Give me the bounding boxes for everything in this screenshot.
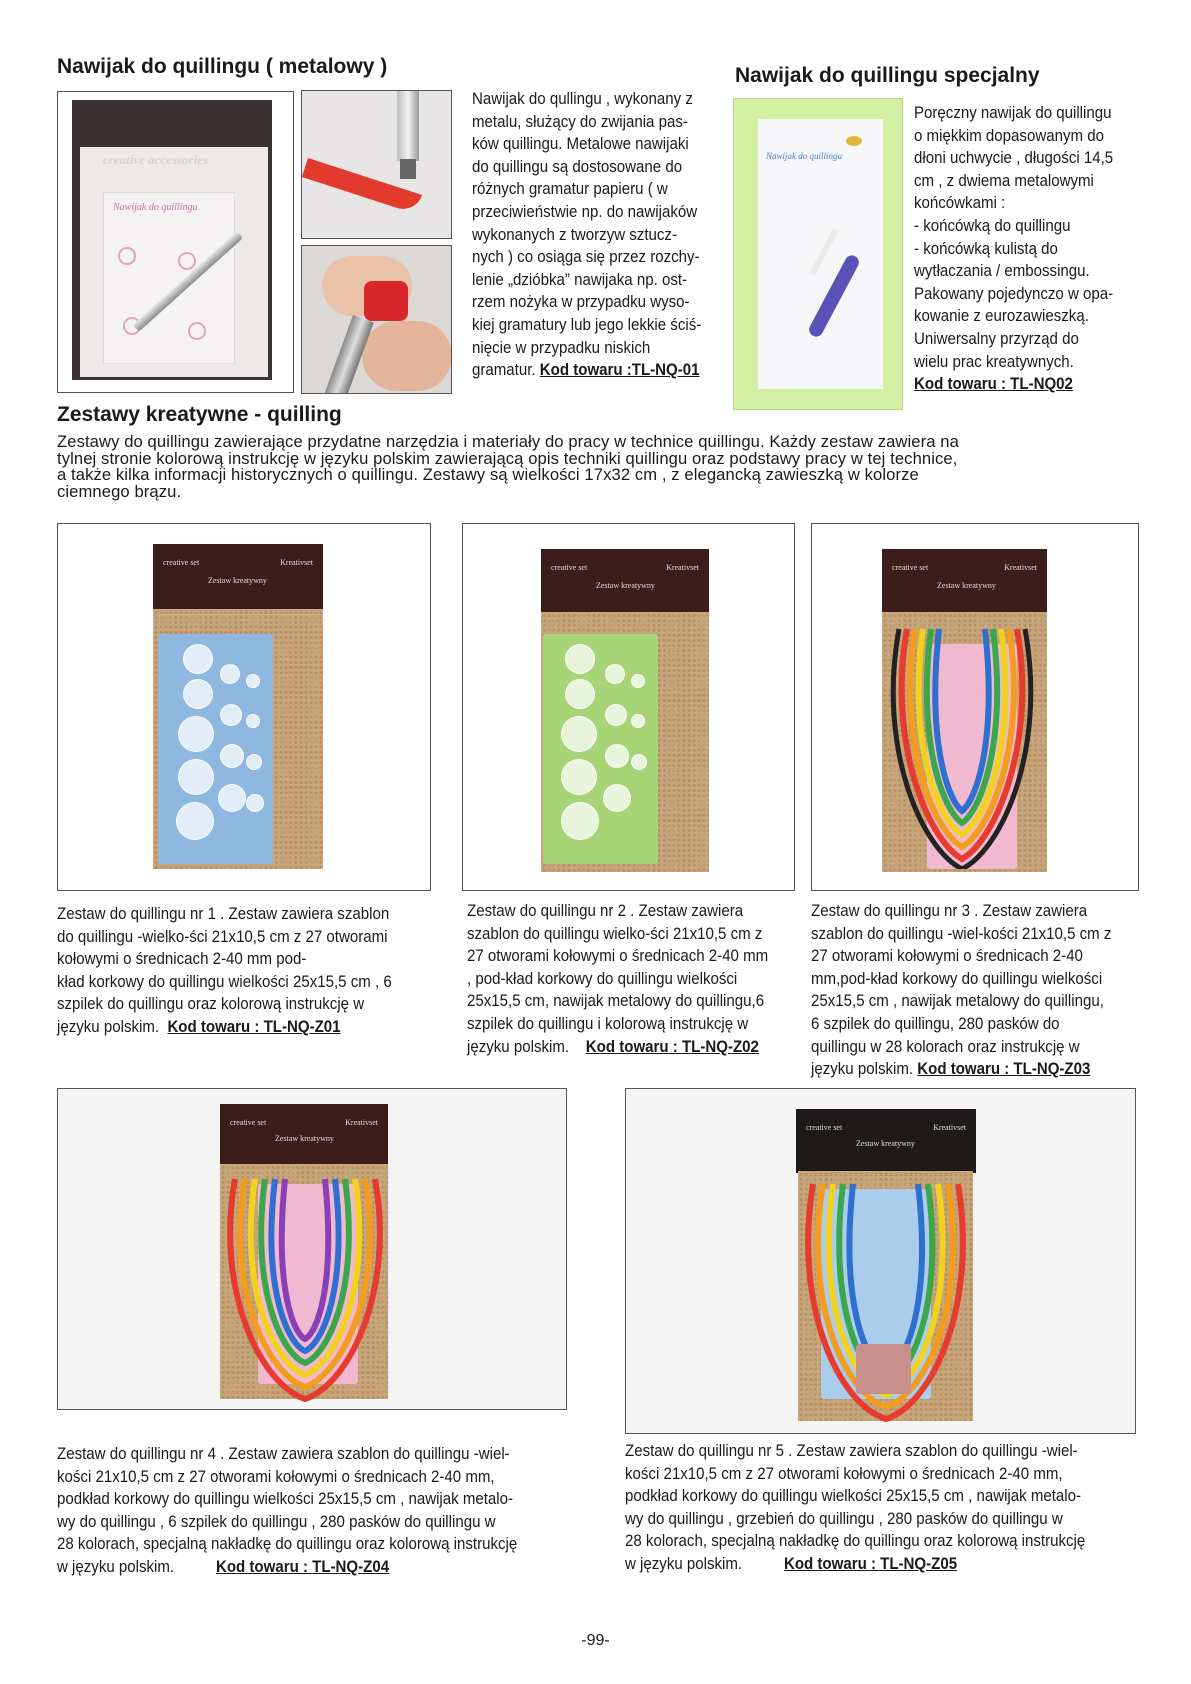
desc-line: metalu, służący do zwijania pas- bbox=[472, 112, 688, 131]
package-product-label: Nawijak do quillingu bbox=[766, 151, 843, 161]
desc-last-line: gramatur. bbox=[472, 361, 536, 380]
desc-line: wytłaczania / embossingu. bbox=[914, 262, 1090, 281]
desc-line: wy do quillingu , grzebień do quillingu , 280 pasków do quillingu w bbox=[625, 1509, 1063, 1528]
product-code: Kod towaru : TL-NQ02 bbox=[914, 375, 1073, 394]
package-header-left: creative set bbox=[230, 1118, 267, 1127]
desc-line: wykonanych z tworzyw sztucz- bbox=[472, 225, 677, 244]
package-header bbox=[882, 549, 1047, 617]
creative-sets-title: Zestawy kreatywne - quilling bbox=[57, 403, 342, 426]
winder-tip-photo bbox=[301, 90, 452, 239]
desc-line: szablon do quillingu -wiel-kości 21x10,5 cm z bbox=[811, 924, 1112, 943]
creative-sets-intro bbox=[57, 434, 959, 500]
package-header-left: creative set bbox=[892, 563, 929, 572]
set-3-photo bbox=[811, 523, 1139, 891]
package-brand-label: creative accessories bbox=[103, 152, 209, 167]
package-header bbox=[153, 544, 323, 612]
set-2-description bbox=[467, 900, 768, 1058]
desc-line: kład korkowy do quillingu wielkości 25x15,5 cm , 6 bbox=[57, 972, 392, 991]
package-header-center: Zestaw kreatywny bbox=[208, 576, 267, 585]
desc-line: Uniwersalny przyrząd do bbox=[914, 329, 1079, 348]
product-code: Kod towaru : TL-NQ-Z04 bbox=[215, 1557, 390, 1576]
special-winder-description bbox=[914, 102, 1113, 396]
product-code: Kod towaru : TL-NQ-Z05 bbox=[783, 1554, 958, 1573]
desc-line: 28 kolorach, specjalną nakładkę do quillingu oraz kolorową instrukcję bbox=[625, 1532, 1086, 1551]
desc-line: 28 kolorach, specjalną nakładkę do quillingu oraz kolorową instrukcję bbox=[57, 1535, 518, 1554]
desc-line: wy do quillingu , 6 szpilek do quillingu , 280 pasków do quillingu w bbox=[57, 1512, 496, 1531]
package-header-left: creative set bbox=[163, 558, 200, 567]
package-header-right: Kreativset bbox=[933, 1123, 966, 1132]
metal-winder-package-photo bbox=[57, 91, 294, 393]
desc-line: szpilek do quillingu i kolorową instrukcję w bbox=[467, 1014, 749, 1033]
set-3-description bbox=[811, 900, 1111, 1081]
desc-line: przeciwieństwie np. do nawijaków bbox=[472, 202, 698, 221]
desc-line: Zestaw do quillingu nr 2 . Zestaw zawiera bbox=[467, 902, 744, 920]
package-header-right: Kreativset bbox=[345, 1118, 378, 1127]
desc-line: szpilek do quillingu oraz kolorową instrukcję w bbox=[57, 995, 365, 1014]
special-winder-title: Nawijak do quillingu specjalny bbox=[735, 64, 1040, 87]
desc-line: lenie „dzióbka” nawijaka np. ost- bbox=[472, 270, 688, 289]
page-number: -99- bbox=[581, 1632, 610, 1649]
package-header-center: Zestaw kreatywny bbox=[596, 581, 655, 590]
quilling-comb bbox=[856, 1344, 911, 1394]
desc-line: rzem nożyka w przypadku wyso- bbox=[472, 293, 690, 312]
desc-last-line: języku polskim. bbox=[811, 1060, 914, 1079]
intro-line: Zestawy do quillingu zawierające przydatne narzędzia i materiały do pracy w technice quillingu. Każdy zestaw zawiera na bbox=[57, 432, 959, 451]
set-1-photo bbox=[57, 523, 431, 891]
desc-line: Zestaw do quillingu nr 1 . Zestaw zawiera szablon bbox=[57, 905, 390, 923]
quilling-strips bbox=[220, 1169, 390, 1404]
desc-line: do quillingu są dostosowane do bbox=[472, 157, 683, 176]
desc-line: kości 21x10,5 cm z 27 otworami kołowymi o średnicach 2-40 mm, bbox=[625, 1464, 1063, 1483]
desc-line: podkład korkowy do quillingu wielkości 25x15,5 cm , nawijak metalo- bbox=[57, 1490, 514, 1509]
desc-line: ków quillingu. Metalowe nawijaki bbox=[472, 135, 689, 154]
package-header bbox=[220, 1104, 388, 1166]
desc-line: Poręczny nawijak do quillingu bbox=[914, 104, 1112, 122]
set-2-photo bbox=[462, 523, 795, 891]
set-4-photo bbox=[57, 1088, 567, 1410]
package-header bbox=[796, 1109, 976, 1173]
desc-line: kości 21x10,5 cm z 27 otworami kołowymi o średnicach 2-40 mm, bbox=[57, 1467, 495, 1486]
set-4-description bbox=[57, 1443, 517, 1579]
set-5-photo bbox=[625, 1088, 1136, 1434]
desc-line: - końcówką kulistą do bbox=[914, 239, 1058, 258]
desc-last-line: języku polskim. bbox=[467, 1037, 570, 1056]
desc-line: mm,pod-kład korkowy do quillingu wielkości bbox=[811, 969, 1103, 988]
stencil bbox=[543, 634, 658, 864]
metal-winder-title: Nawijak do quillingu ( metalowy ) bbox=[57, 55, 388, 78]
product-code: Kod towaru : TL-NQ-Z03 bbox=[917, 1060, 1091, 1079]
intro-line: ciemnego brązu. bbox=[57, 481, 182, 501]
package-header-right: Kreativset bbox=[280, 558, 313, 567]
desc-line: wielu prac kreatywnych. bbox=[914, 352, 1074, 371]
set-5-description bbox=[625, 1440, 1085, 1576]
package-header-right: Kreativset bbox=[666, 563, 699, 572]
package-header-center: Zestaw kreatywny bbox=[937, 581, 996, 590]
desc-line: 25x15,5 cm, nawijak metalowy do quillingu,6 bbox=[467, 992, 765, 1011]
stencil bbox=[158, 634, 273, 864]
desc-line: kołowymi o średnicach 2-40 mm pod- bbox=[57, 950, 307, 969]
package-header bbox=[541, 549, 709, 617]
product-code: Kod towaru : TL-NQ-Z01 bbox=[167, 1017, 341, 1036]
desc-line: Zestaw do quillingu nr 3 . Zestaw zawiera bbox=[811, 902, 1088, 920]
package-header-left: creative set bbox=[806, 1123, 843, 1132]
package-header-center: Zestaw kreatywny bbox=[856, 1139, 915, 1148]
desc-line: do quillingu -wielko-ści 21x10,5 cm z 27 otworami bbox=[57, 927, 388, 946]
desc-line: podkład korkowy do quillingu wielkości 25x15,5 cm , nawijak metalo- bbox=[625, 1487, 1082, 1506]
desc-line: Zestaw do quillingu nr 4 . Zestaw zawiera szablon do quillingu -wiel- bbox=[57, 1445, 510, 1463]
set-1-description bbox=[57, 903, 392, 1039]
desc-line: Nawijak do qullingu , wykonany z bbox=[472, 90, 693, 108]
desc-line: quillingu w 28 kolorach oraz instrukcję w bbox=[811, 1037, 1080, 1056]
desc-line: nych ) co osiąga się przez rozchy- bbox=[472, 248, 700, 267]
desc-line: Pakowany pojedynczo w opa- bbox=[914, 284, 1114, 303]
desc-line: 25x15,5 cm , nawijak metalowy do quillingu, bbox=[811, 992, 1104, 1011]
desc-line: końcówkami : bbox=[914, 194, 1006, 213]
desc-line: różnych gramatur papieru ( w bbox=[472, 180, 668, 199]
metal-winder-description bbox=[472, 88, 701, 382]
desc-line: 27 otworami kołowymi o średnicach 2-40 bbox=[811, 947, 1083, 966]
desc-line: cm , z dwiema metalowymi bbox=[914, 171, 1094, 190]
winder-rolling-photo bbox=[301, 245, 452, 394]
desc-last-line: w języku polskim. bbox=[57, 1557, 175, 1576]
desc-line: szablon do quillingu wielko-ści 21x10,5 cm z bbox=[467, 924, 763, 943]
special-winder-package-photo bbox=[733, 98, 903, 410]
desc-line: - końcówką do quillingu bbox=[914, 216, 1071, 235]
desc-line: nięcie w przypadku niskich bbox=[472, 338, 651, 357]
desc-line: 27 otworami kołowymi o średnicach 2-40 mm bbox=[467, 947, 769, 966]
desc-line: kowanie z eurozawieszką. bbox=[914, 307, 1089, 326]
quilling-strips bbox=[887, 619, 1037, 869]
package-header-center: Zestaw kreatywny bbox=[275, 1134, 334, 1143]
desc-last-line: w języku polskim. bbox=[625, 1554, 743, 1573]
desc-line: 6 szpilek do quillingu, 280 pasków do bbox=[811, 1014, 1060, 1033]
package-header-right: Kreativset bbox=[1004, 563, 1037, 572]
product-code: Kod towaru : TL-NQ-Z02 bbox=[585, 1037, 759, 1056]
product-code: Kod towaru :TL-NQ-01 bbox=[539, 361, 700, 380]
package-header-left: creative set bbox=[551, 563, 588, 572]
desc-line: Zestaw do quillingu nr 5 . Zestaw zawiera szablon do quillingu -wiel- bbox=[625, 1442, 1078, 1460]
desc-line: dłoni uchwycie , długości 14,5 bbox=[914, 149, 1114, 168]
desc-line: o miękkim dopasowanym do bbox=[914, 126, 1104, 145]
intro-line: a także kilka informacji historycznych o quillingu. Zestawy są wielkości 17x32 cm , z elegancką zawieszką w kolorze bbox=[57, 465, 919, 485]
desc-line: , pod-kład korkowy do quillingu wielkości bbox=[467, 969, 738, 988]
package-product-label: Nawijak do quillingu bbox=[113, 202, 198, 213]
intro-line: tylnej stronie kolorową instrukcję w języku polskim zawierającą opis techniki quillingu oraz podstawy pracy w tej technice, bbox=[57, 448, 958, 468]
desc-line: kiej gramatury lub jego lekkie ściś- bbox=[472, 315, 702, 334]
desc-last-line: języku polskim. bbox=[57, 1017, 160, 1036]
